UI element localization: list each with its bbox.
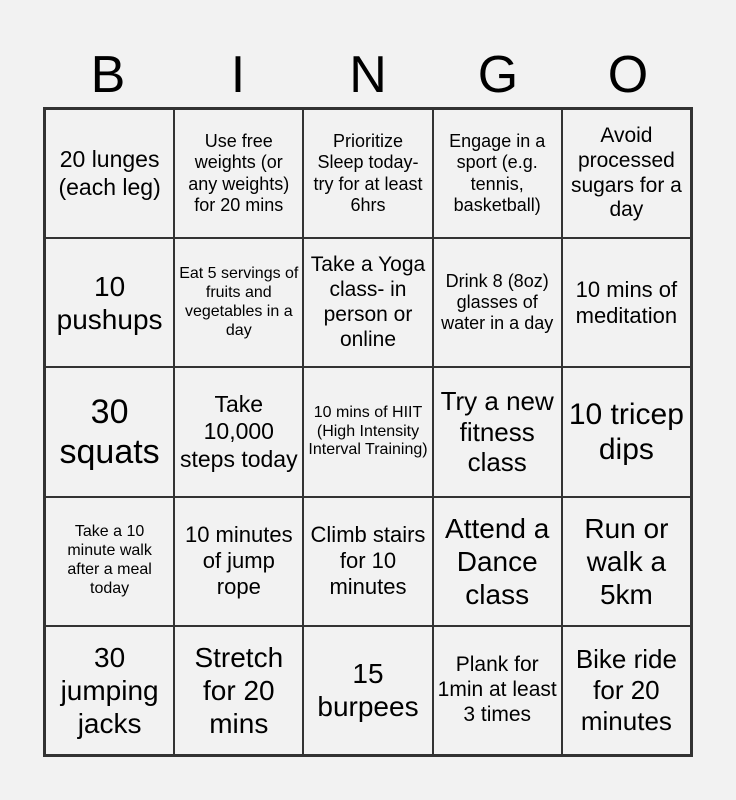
bingo-cell <box>174 367 303 496</box>
header-letter-b: B <box>90 46 126 104</box>
bingo-card-grid <box>43 107 693 757</box>
bingo-cell-text: Drink 8 (8oz) glasses of water in a day <box>441 270 554 334</box>
header-letter-n: N <box>349 46 387 104</box>
bingo-cell-text: 30 jumping jacks <box>60 641 159 739</box>
bingo-cell <box>45 109 174 238</box>
bingo-cell-text: Take a 10 minute walk after a meal today <box>67 523 152 598</box>
bingo-cell <box>562 109 691 238</box>
bingo-cell-text: Prioritize Sleep today- try for at least 6hrs <box>313 131 423 215</box>
bingo-cell-text: 10 mins of HIIT (High Intensity Interval Training) <box>308 403 428 459</box>
bingo-cell <box>303 497 432 626</box>
header-letter-o: O <box>607 46 649 104</box>
bingo-cell-text: Eat 5 servings of fruits and vegetables in a day <box>179 265 299 339</box>
bingo-cell-text: Take a Yoga class- in person or online <box>310 253 426 351</box>
bingo-cell <box>433 497 562 626</box>
bingo-cell <box>303 109 432 238</box>
header-letter-i: I <box>230 46 246 104</box>
bingo-cell-text: Bike ride for 20 minutes <box>575 644 677 736</box>
bingo-cell-text: Plank for 1min at least 3 times <box>437 653 557 726</box>
bingo-cell-text: Attend a Dance class <box>445 512 550 610</box>
bingo-cell <box>174 238 303 367</box>
bingo-cell <box>174 109 303 238</box>
bingo-cell-text: Try a new fitness class <box>440 385 554 478</box>
bingo-cell <box>433 109 562 238</box>
bingo-cell-text: Engage in a sport (e.g. tennis, basketball) <box>449 131 546 215</box>
bingo-cell-text: Stretch for 20 mins <box>194 641 284 739</box>
bingo-cell <box>303 238 432 367</box>
bingo-cell <box>433 367 562 496</box>
bingo-cell <box>45 367 174 496</box>
bingo-cell <box>433 238 562 367</box>
bingo-cell-text: Climb stairs for 10 minutes <box>310 522 426 600</box>
bingo-cell <box>562 626 691 755</box>
bingo-cell <box>303 367 432 496</box>
bingo-cell <box>562 367 691 496</box>
bingo-cell-text: 20 lunges (each leg) <box>58 146 161 200</box>
bingo-cell-text: 10 mins of meditation <box>575 276 678 328</box>
bingo-cell-text: 30 squats <box>59 392 160 471</box>
bingo-cell-text: Run or walk a 5km <box>584 512 669 610</box>
bingo-cell-text: 10 pushups <box>56 270 163 335</box>
bingo-cell-text: 10 minutes of jump rope <box>184 522 293 600</box>
bingo-cell-text: Use free weights (or any weights) for 20 mins <box>188 131 290 215</box>
bingo-cell <box>303 626 432 755</box>
bingo-cell-text: 10 tricep dips <box>568 397 684 466</box>
bingo-cell <box>562 238 691 367</box>
header-letter-g: G <box>477 46 519 104</box>
bingo-cell-text: 15 burpees <box>317 658 419 723</box>
bingo-cell <box>433 626 562 755</box>
bingo-cell <box>174 497 303 626</box>
bingo-header <box>43 44 693 106</box>
bingo-cell <box>562 497 691 626</box>
bingo-cell <box>45 238 174 367</box>
bingo-cell <box>45 626 174 755</box>
bingo-cell-text: Take 10,000 steps today <box>179 391 298 472</box>
bingo-cell <box>45 497 174 626</box>
bingo-cell-text: Avoid processed sugars for a day <box>570 124 682 222</box>
bingo-cell <box>174 626 303 755</box>
